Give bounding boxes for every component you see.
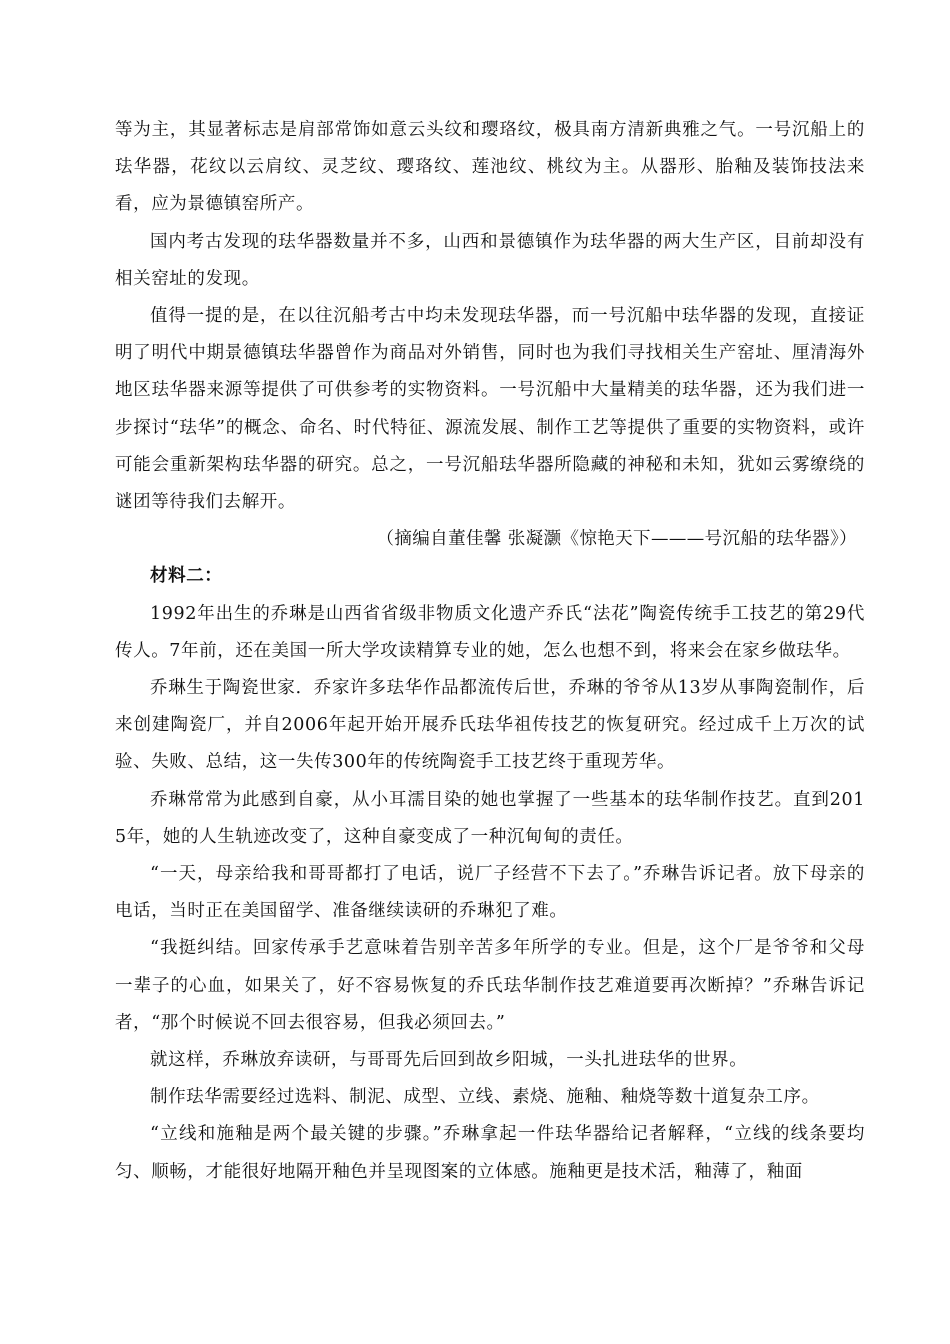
paragraph-process: 制作珐华需要经过选料、制泥、成型、立线、素烧、施釉、釉烧等数十道复杂工序。 bbox=[150, 1087, 820, 1108]
paragraph-domestic-finds: 国内考古发现的珐华器数量并不多，山西和景德镇作为珐华器的两大生产区，目前却没有相关窑址的发现。 bbox=[115, 231, 865, 289]
paragraph-key-steps: “立线和施釉是两个最关键的步骤。”乔琳拿起一件珐华器给记者解释，“立线的线条要均匀、顺畅，才能很好地隔开釉色并呈现图案的立体感。施釉更是技术活，釉薄了，釉面 bbox=[115, 1124, 865, 1182]
paragraph-return-home: 就这样，乔琳放弃读研，与哥哥先后回到故乡阳城，一头扎进珐华的世界。 bbox=[150, 1050, 748, 1071]
source-citation: （摘编自董佳馨 张凝灏《惊艳天下———号沉船的珐华器》） bbox=[376, 529, 857, 550]
paragraph-significance: 值得一提的是，在以往沉船考古中均未发现珐华器，而一号沉船中珐华器的发现，直接证明了明代中期景德镇珐华器曾作为商品对外销售，同时也为我们寻找相关生产窑址、厘清海外地区珐华器来源等提供了可供参考的实物资料。一号沉船中大量精美的珐华器，还为我们进一步探讨“珐华”的概念、命名、时代特征、源流发展、制作工艺等提供了重要的实物资料，或许可能会重新架构珐华器的研究。总之，一号沉船珐华器所隐藏的神秘和未知，犹如云雾缭绕的谜团等待我们去解开。 bbox=[115, 306, 865, 513]
paragraph-pride: 乔琳常常为此感到自豪，从小耳濡目染的她也掌握了一些基本的珐华制作技艺。直到2015年，她的人生轨迹改变了，这种自豪变成了一种沉甸甸的责任。 bbox=[115, 789, 865, 847]
paragraph-dilemma: “我挺纠结。回家传承手艺意味着告别辛苦多年所学的专业。但是，这个厂是爷爷和父母一辈子的心血，如果关了，好不容易恢复的乔氏珐华制作技艺难道要再次断掉？”乔琳告诉记者，“那个时候说不回去很容易，但我必须回去。” bbox=[115, 938, 865, 1033]
document-page bbox=[115, 112, 865, 1191]
paragraph-qiaolin-intro: 1992年出生的乔琳是山西省省级非物质文化遗产乔氏“法花”陶瓷传统手工技艺的第29代传人。7年前，还在美国一所大学攻读精算专业的她，怎么也想不到，将来会在家乡做珐华。 bbox=[115, 603, 865, 661]
paragraph-decoration: 等为主，其显著标志是肩部常饰如意云头纹和璎珞纹，极具南方清新典雅之气。一号沉船上的珐华器，花纹以云肩纹、灵芝纹、璎珞纹、莲池纹、桃纹为主。从器形、胎釉及装饰技法来看，应为景德镇窑所产。 bbox=[115, 120, 865, 215]
section-heading-material-two: 材料二： bbox=[150, 566, 223, 587]
paragraph-family-history: 乔琳生于陶瓷世家．乔家许多珐华作品都流传后世，乔琳的爷爷从13岁从事陶瓷制作，后来创建陶瓷厂，并自2006年起开始开展乔氏珐华祖传技艺的恢复研究。经过成千上万次的试验、失败、总结，这一失传300年的传统陶瓷手工技艺终于重现芳华。 bbox=[115, 678, 865, 773]
paragraph-phone-call: “一天，母亲给我和哥哥都打了电话，说厂子经营不下去了。”乔琳告诉记者。放下母亲的电话，当时正在美国留学、准备继续读研的乔琳犯了难。 bbox=[115, 864, 865, 922]
